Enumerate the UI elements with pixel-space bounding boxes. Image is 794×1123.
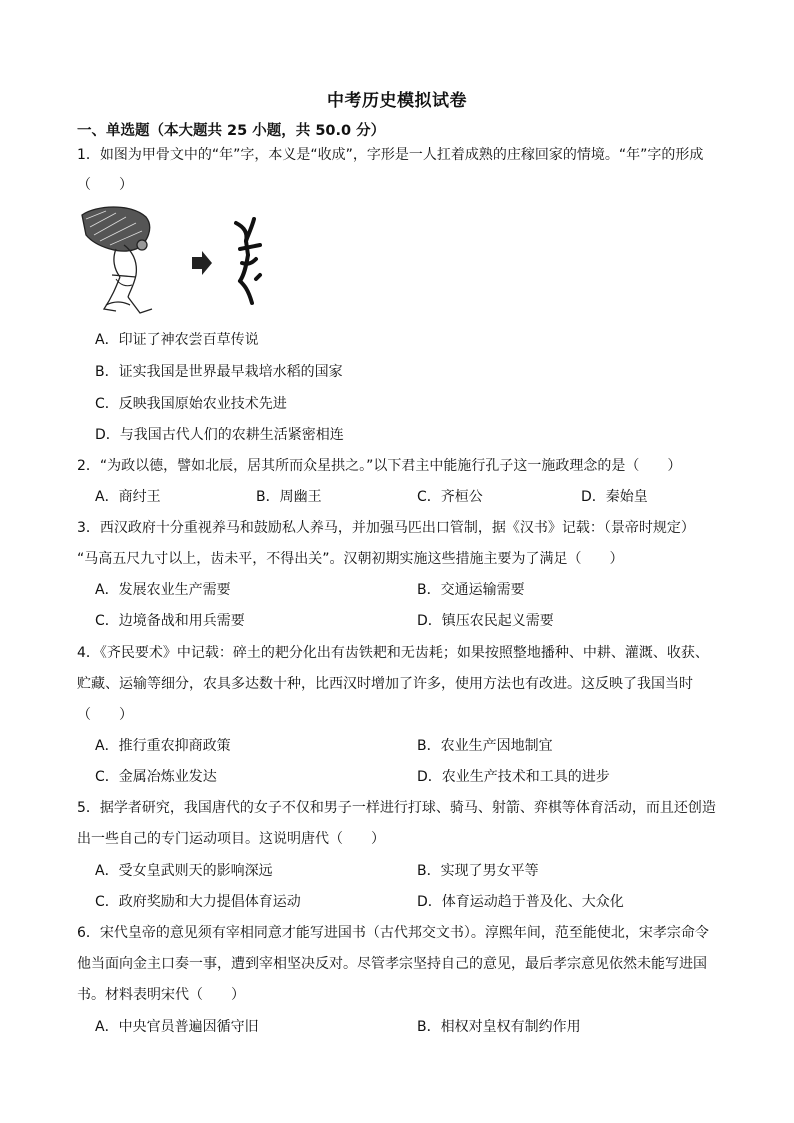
q5-option-d[interactable]: D．体育运动趋于普及化、大众化 (417, 894, 624, 910)
q2-stem: 2．“为政以德，譬如北辰，居其所而众星拱之。”以下君主中能施行孔子这一施政理念的是（ ） (77, 458, 682, 474)
q4-option-b[interactable]: B．农业生产因地制宜 (417, 738, 553, 754)
oracle-bone-illustration (76, 205, 276, 325)
q2-option-c[interactable]: C．齐桓公 (417, 489, 483, 505)
q5-option-a[interactable]: A．受女皇武则天的影响深远 (95, 863, 273, 879)
q1-stem-line1: 1．如图为甲骨文中的“年”字，本义是“收成”，字形是一人扛着成熟的庄稼回家的情境。“年”字的形成 (77, 147, 704, 163)
q4-stem-line3: （ ） (77, 707, 133, 723)
q6-stem-line1: 6．宋代皇帝的意见须有宰相同意才能写进国书（古代邦交文书）。淳熙年间，范至能使北，宋孝宗命令 (77, 925, 709, 941)
q1-stem-line2: （ ） (77, 177, 133, 193)
q3-option-c[interactable]: C．边境备战和用兵需要 (95, 613, 245, 629)
q3-stem-line2: “马高五尺九寸以上，齿未平，不得出关”。汉朝初期实施这些措施主要为了满足（ ） (77, 551, 624, 567)
q6-option-b[interactable]: B．相权对皇权有制约作用 (417, 1019, 581, 1035)
q4-option-c[interactable]: C．金属冶炼业发达 (95, 769, 217, 785)
section-heading: 一、单选题（本大题共 25 小题，共 50.0 分） (77, 123, 386, 139)
q4-stem-line1: 4．《齐民要术》中记载：碎土的耙分化出有齿铁耙和无齿耗；如果按照整地播种、中耕、灌溉、收获、 (77, 645, 709, 661)
oracle-bone-character-glyph (236, 219, 260, 303)
q1-option-b[interactable]: B．证实我国是世界最早栽培水稻的国家 (95, 364, 343, 380)
q3-option-a[interactable]: A．发展农业生产需要 (95, 582, 231, 598)
q5-option-c[interactable]: C．政府奖励和大力提倡体育运动 (95, 894, 301, 910)
q6-stem-line2: 他当面向金主口奏一事，遭到宰相坚决反对。尽管孝宗坚持自己的意见，最后孝宗意见依然未能写进国 (77, 956, 707, 972)
q6-stem-line3: 书。材料表明宋代（ ） (77, 987, 245, 1003)
page-title: 中考历史模拟试卷 (327, 91, 467, 111)
farmer-carrying-crops-image (82, 207, 152, 313)
q4-stem-line2: 贮藏、运输等细分，农具多达数十种，比西汉时增加了许多，使用方法也有改进。这反映了我国当时 (77, 676, 693, 692)
q1-option-a[interactable]: A．印证了神农尝百草传说 (95, 332, 259, 348)
q2-option-a[interactable]: A．商纣王 (95, 489, 161, 505)
q6-option-a[interactable]: A．中央官员普遍因循守旧 (95, 1019, 259, 1035)
q3-option-d[interactable]: D．镇压农民起义需要 (417, 613, 554, 629)
q5-stem-line2: 出一些自己的专门运动项目。这说明唐代（ ） (77, 831, 385, 847)
q5-stem-line1: 5．据学者研究，我国唐代的女子不仅和男子一样进行打球、骑马、射箭、弈棋等体育活动，而且还创造 (77, 800, 716, 816)
q1-option-d[interactable]: D．与我国古代人们的农耕生活紧密相连 (95, 427, 344, 443)
q2-option-d[interactable]: D．秦始皇 (581, 489, 648, 505)
q1-option-c[interactable]: C．反映我国原始农业技术先进 (95, 396, 287, 412)
arrow-icon (192, 251, 212, 275)
q3-option-b[interactable]: B．交通运输需要 (417, 582, 525, 598)
q4-option-a[interactable]: A．推行重农抑商政策 (95, 738, 231, 754)
q4-option-d[interactable]: D．农业生产技术和工具的进步 (417, 769, 610, 785)
q3-stem-line1: 3．西汉政府十分重视养马和鼓励私人养马，并加强马匹出口管制，据《汉书》记载：（景帝时规定） (77, 520, 695, 536)
q2-option-b[interactable]: B．周幽王 (256, 489, 322, 505)
q5-option-b[interactable]: B．实现了男女平等 (417, 863, 539, 879)
